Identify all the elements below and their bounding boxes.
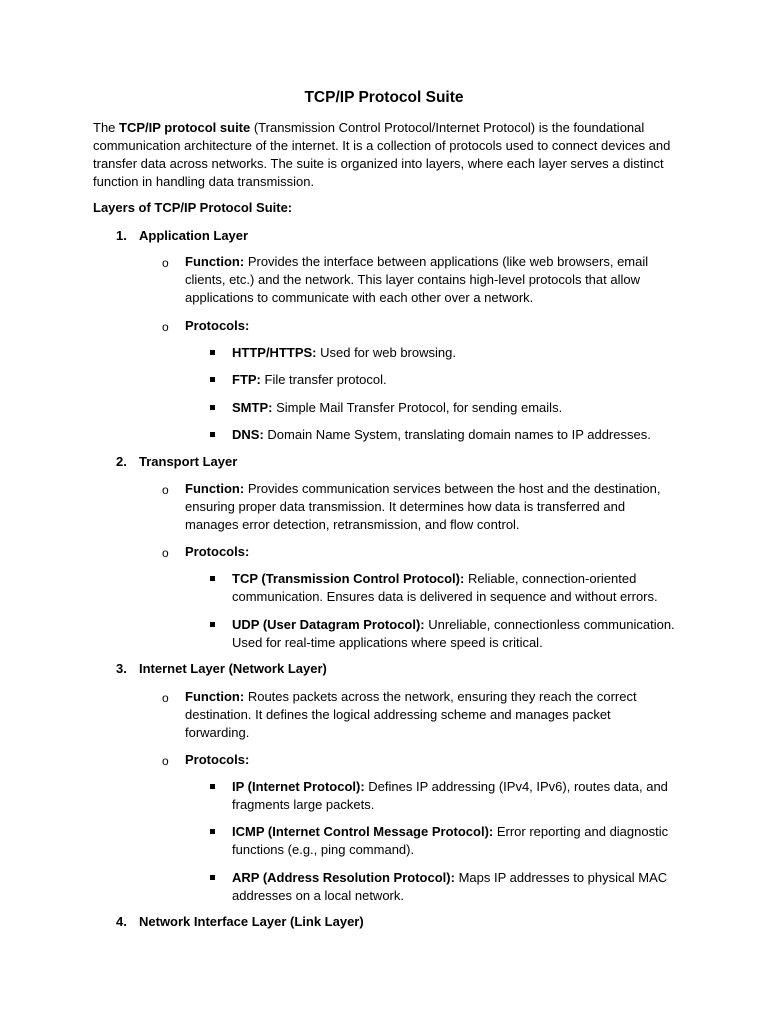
protocol-desc: Unreliable, connectionless communication. Used for real-time applications where speed is critical. — [232, 617, 675, 650]
circle-bullet-icon: o — [162, 256, 169, 270]
square-bullet-icon — [210, 377, 215, 382]
protocols-label: Protocols: — [185, 752, 250, 767]
circle-bullet-icon: o — [162, 483, 169, 497]
layer-name: Internet Layer (Network Layer) — [139, 661, 327, 676]
layer-number: 1. — [116, 228, 127, 243]
protocol-item — [232, 823, 677, 859]
layer-number: 4. — [116, 914, 127, 929]
protocol-desc: Error reporting and diagnostic functions (e.g., ping command). — [232, 824, 669, 857]
layer-number: 3. — [116, 661, 127, 676]
square-bullet-icon — [210, 829, 215, 834]
square-bullet-icon — [210, 405, 215, 410]
function-text: Provides the interface between applications (like web browsers, email clients, etc.) and the network. This layer contains high-level protocols that allow applications to communicate with each other over a network. — [185, 254, 649, 305]
protocol-desc: Simple Mail Transfer Protocol, for sending emails. — [272, 400, 563, 415]
layer-name: Network Interface Layer (Link Layer) — [139, 914, 364, 929]
circle-bullet-icon: o — [162, 754, 169, 768]
intro-term: TCP/IP protocol suite — [119, 120, 251, 135]
protocol-name: DNS: — [232, 427, 264, 442]
intro-paragraph — [93, 119, 673, 191]
protocol-name: HTTP/HTTPS: — [232, 345, 317, 360]
circle-bullet-icon: o — [162, 691, 169, 705]
protocol-item — [232, 344, 677, 362]
protocol-desc: Domain Name System, translating domain names to IP addresses. — [263, 427, 651, 442]
protocols-label: Protocols: — [185, 544, 250, 559]
protocol-name: ARP (Address Resolution Protocol): — [232, 870, 455, 885]
function-item — [185, 480, 675, 534]
layer-number: 2. — [116, 454, 127, 469]
protocols-label: Protocols: — [185, 318, 250, 333]
square-bullet-icon — [210, 432, 215, 437]
protocol-item — [232, 570, 677, 606]
circle-bullet-icon: o — [162, 546, 169, 560]
layer-name: Application Layer — [139, 228, 249, 243]
square-bullet-icon — [210, 350, 215, 355]
intro-rest: (Transmission Control Protocol/Internet Protocol) is the foundational communication architecture of the internet. It is a collection of protocols used to connect devices and transfer data across networks. The suite is organized into layers, where each layer serves a distinct function in handling data transmission. — [93, 120, 671, 189]
layers-heading: Layers of TCP/IP Protocol Suite: — [93, 200, 293, 215]
protocol-desc: Used for web browsing. — [316, 345, 456, 360]
protocol-name: TCP (Transmission Control Protocol): — [232, 571, 465, 586]
protocol-desc: File transfer protocol. — [260, 372, 387, 387]
protocol-name: UDP (User Datagram Protocol): — [232, 617, 425, 632]
protocol-item — [232, 616, 677, 652]
document-title: TCP/IP Protocol Suite — [304, 89, 464, 106]
protocol-item — [232, 399, 677, 417]
protocol-name: SMTP: — [232, 400, 273, 415]
square-bullet-icon — [210, 875, 215, 880]
layer-name: Transport Layer — [139, 454, 238, 469]
protocol-name: ICMP (Internet Control Message Protocol): — [232, 824, 494, 839]
protocol-desc: Reliable, connection-oriented communication. Ensures data is delivered in sequence and without errors. — [232, 571, 658, 604]
protocol-name: IP (Internet Protocol): — [232, 779, 365, 794]
square-bullet-icon — [210, 784, 215, 789]
square-bullet-icon — [210, 576, 215, 581]
square-bullet-icon — [210, 622, 215, 627]
circle-bullet-icon: o — [162, 320, 169, 334]
function-label: Function: — [185, 481, 245, 496]
protocol-desc: Defines IP addressing (IPv4, IPv6), routes data, and fragments large packets. — [232, 779, 668, 812]
function-text: Provides communication services between the host and the destination, ensuring proper data transmission. It determines how data is transferred and manages error detection, retransmission, and flow control. — [185, 481, 661, 532]
protocol-item — [232, 869, 677, 905]
function-text: Routes packets across the network, ensuring they reach the correct destination. It defines the logical addressing scheme and manages packet forwarding. — [185, 689, 637, 740]
protocol-item — [232, 371, 677, 389]
protocol-name: FTP: — [232, 372, 261, 387]
function-item — [185, 253, 675, 307]
protocol-desc: Maps IP addresses to physical MAC addresses on a local network. — [232, 870, 668, 903]
protocol-item — [232, 778, 677, 814]
intro-pre: The — [93, 120, 120, 135]
function-label: Function: — [185, 254, 245, 269]
function-label: Function: — [185, 689, 245, 704]
function-item — [185, 688, 675, 742]
protocol-item — [232, 426, 677, 444]
